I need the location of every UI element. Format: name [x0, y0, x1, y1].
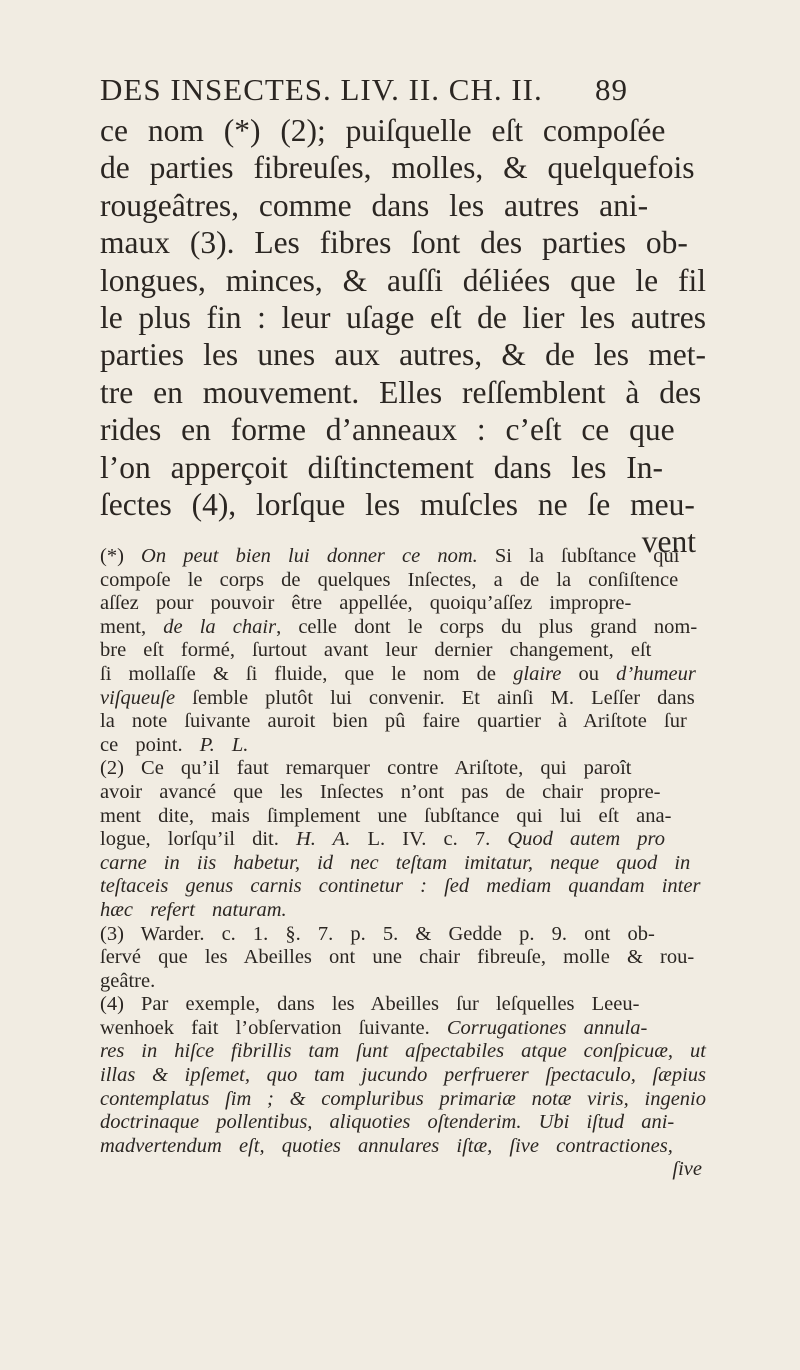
body-line: rides en forme d’anneaux : c’eſt ce que — [100, 412, 675, 448]
footnote-line — [100, 639, 706, 663]
body-line: le plus fin : leur uſage eſt de lier les autres — [100, 299, 706, 335]
body-line: de parties fibreuſes, molles, & quelquefois — [100, 150, 695, 186]
footnote-text: ou — [561, 662, 617, 685]
footnote-text: wenhoek fait l’obſervation ſuivante. — [100, 1016, 447, 1039]
footnote-text: Si la ſubſtance qui — [477, 545, 680, 567]
footnote-line — [100, 1040, 706, 1064]
footnote-line — [100, 1158, 706, 1182]
footnote-line — [100, 1088, 706, 1112]
footnote-italic-text: ſive — [672, 1158, 702, 1181]
body-line: maux (3). Les fibres ſont des parties ob- — [100, 225, 688, 261]
footnote-text: (2) Ce qu’il faut remarquer contre Ariſtote, qui paroît — [100, 757, 632, 780]
main-text — [100, 112, 706, 561]
footnote-italic-text: Quod autem pro — [507, 828, 665, 851]
footnote-line — [100, 993, 706, 1017]
footnote-text: avoir avancé que les Inſectes n’ont pas de chair propre- — [100, 780, 661, 803]
footnote-line — [100, 1017, 706, 1041]
footnote-line — [100, 923, 706, 947]
footnote-text: ſervé que les Abeilles ont une chair fibreuſe, molle & rou- — [100, 946, 695, 969]
footnote-text: ce point. — [100, 733, 200, 756]
body-line: parties les unes aux autres, & de les met- — [100, 337, 706, 373]
footnote-text: ſemble plutôt lui convenir. Et ainſi M. Leſſer dans — [175, 686, 695, 709]
footnote-italic-text: teſtaceis genus carnis continetur : ſed mediam quandam inter — [100, 875, 701, 898]
footnote-italic-text: viſqueuſe — [100, 686, 176, 709]
footnote-italic-text: doctrinaque pollentibus, aliquoties oſtenderim. Ubi iſtud ani- — [100, 1111, 675, 1134]
footnote-line — [100, 734, 706, 758]
footnote-text: (*) — [100, 545, 142, 567]
footnote-line — [100, 1111, 706, 1135]
footnote-italic-text: de la chair — [163, 615, 277, 638]
footnote-line — [100, 1135, 706, 1159]
body-line: longues, minces, & auſſi déliées que le fil — [100, 262, 706, 298]
footnote-italic-text: On peut bien lui donner ce nom. — [141, 545, 478, 567]
footnote-text: (4) Par exemple, dans les Abeilles ſur leſquelles Leeu- — [100, 993, 640, 1016]
body-line: l’on apperçoit diſtinctement dans les In- — [100, 449, 663, 485]
footnote-text: geâtre. — [100, 969, 156, 992]
footnote-text: ſi mollaſſe & ſi fluide, que le nom de — [100, 662, 514, 685]
footnote-italic-text: contemplatus ſim ; & compluribus primariæ notæ viris, ingenio — [100, 1087, 706, 1110]
footnote-italic-text: hæc refert naturam. — [100, 898, 287, 921]
footnote-line — [100, 805, 706, 829]
running-head: DES INSECTES. LIV. II. CH. II. — [100, 72, 543, 107]
footnote-line — [100, 1064, 706, 1088]
footnote-line — [100, 545, 706, 569]
running-header — [100, 72, 628, 108]
footnote-italic-text: carne in iis habetur, id nec teſtam imitatur, neque quod in — [100, 851, 691, 874]
footnote-text: bre eſt formé, ſurtout avant leur dernier changement, eſt — [100, 639, 652, 662]
footnote-line — [100, 875, 706, 899]
footnote-line — [100, 852, 706, 876]
footnote-line — [100, 663, 706, 687]
footnote-italic-text: Corrugationes annula- — [446, 1016, 648, 1039]
footnote-line — [100, 616, 706, 640]
footnote-line — [100, 710, 706, 734]
footnote-line — [100, 781, 706, 805]
footnote-line — [100, 687, 706, 711]
footnote-line — [100, 757, 706, 781]
body-line: vent — [641, 524, 696, 560]
footnote-italic-text: d’humeur — [616, 662, 696, 685]
footnote-text: compoſe le corps de quelques Inſectes, a de la conſiſtence — [100, 568, 679, 591]
page-number: 89 — [595, 72, 628, 107]
footnote-text: logue, lorſqu’il dit. — [100, 828, 296, 851]
body-line: rougeâtres, comme dans les autres ani- — [100, 187, 649, 223]
body-line: ce nom (*) (2); puiſquelle eſt compoſée — [100, 113, 666, 148]
footnote-text: la note ſuivante auroit bien pû faire quartier à Ariſtote ſur — [100, 710, 687, 733]
footnote-italic-text: glaire — [513, 662, 562, 685]
footnotes — [100, 545, 706, 1182]
footnote-text: ment, — [100, 615, 164, 638]
footnote-line — [100, 592, 706, 616]
footnote-italic-text: illas & ipſemet, quo tam jucundo perfruerer ſpectaculo, ſæpius — [100, 1064, 706, 1087]
footnote-line — [100, 569, 706, 593]
footnote-text: L. IV. c. 7. — [350, 828, 508, 851]
footnote-text: ment dite, mais ſimplement une ſubſtance qui lui eſt ana- — [100, 804, 672, 827]
body-line: ſectes (4), lorſque les muſcles ne ſe meu- — [100, 486, 695, 522]
footnote-text: aſſez pour pouvoir être appellée, quoiqu’aſſez impropre- — [100, 592, 632, 615]
footnote-italic-text: H. A. — [296, 828, 351, 851]
footnote-line — [100, 970, 706, 994]
footnote-line — [100, 899, 706, 923]
body-line: tre en mouvement. Elles reſſemblent à des — [100, 374, 702, 410]
footnote-line — [100, 946, 706, 970]
footnote-text: , celle dont le corps du plus grand nom- — [276, 615, 698, 638]
footnote-text: (3) Warder. c. 1. §. 7. p. 5. & Gedde p. 9. ont ob- — [100, 922, 655, 945]
footnote-italic-text: res in hiſce fibrillis tam ſunt aſpectabiles atque conſpicuæ, ut — [100, 1040, 706, 1063]
footnote-italic-text: P. L. — [199, 733, 249, 756]
footnote-italic-text: madvertendum eſt, quoties annulares iſtæ, ſive contractiones, — [100, 1134, 673, 1157]
footnote-line — [100, 828, 706, 852]
